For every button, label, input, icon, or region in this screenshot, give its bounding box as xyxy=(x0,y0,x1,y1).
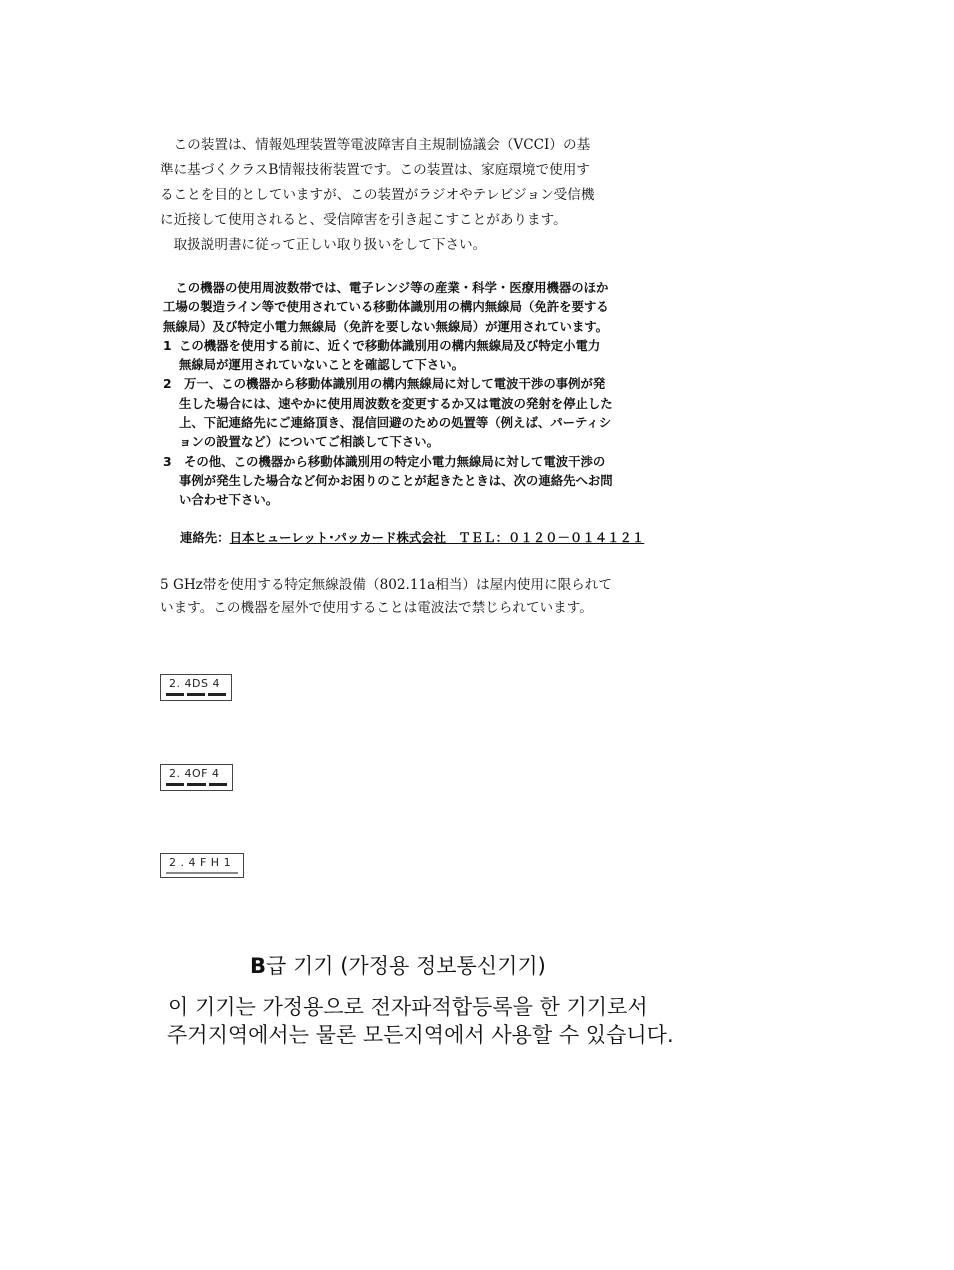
ghz-line: 5 GHz帯を使用する特定無線設備（802.11a相当）は屋内使用に限られて xyxy=(160,577,612,593)
contact-line xyxy=(180,528,644,546)
label-text: 2 . 4 F H 1 xyxy=(169,856,232,869)
label-text: 2. 4OF 4 xyxy=(169,767,220,780)
korea-line: 주거지역에서는 물론 모든지역에서 사용할 수 있습니다. xyxy=(167,1023,674,1047)
radio-item-3 xyxy=(163,452,673,471)
label-text: 2. 4DS 4 xyxy=(169,677,220,690)
label-bars xyxy=(166,783,227,786)
label-bars xyxy=(166,872,238,874)
radio-item-line: 無線局が運用されていないことを確認して下さい。 xyxy=(179,357,464,373)
korea-class-b-title xyxy=(250,950,546,980)
item-number: 3 xyxy=(163,453,172,469)
vcci-notice xyxy=(160,133,640,258)
vcci-line: に近接して使用されると、受信障害を引き起こすことがあります。 xyxy=(160,212,567,228)
5ghz-notice xyxy=(160,574,612,620)
radio-intro-line: この機器の使用周波数帯では、電子レンジ等の産業・科学・医療用機器のほか xyxy=(163,280,609,295)
korea-line: 이 기기는 가정용으로 전자파적합등록을 한 기기로서 xyxy=(168,995,648,1019)
contact-company: 日本ヒューレット･パッカード株式会社 ＴＥＬ：０１２０－０１４１２１ xyxy=(229,530,645,545)
radio-item-line: 万一、この機器から移動体識別用の構内無線局に対して電波干渉の事例が発 xyxy=(184,376,606,392)
radio-item-line: い合わせ下さい。 xyxy=(179,492,279,508)
ds-frequency-label xyxy=(160,674,232,701)
vcci-line: 取扱説明書に従って正しい取り扱いをして下さい。 xyxy=(160,237,487,253)
of-frequency-label xyxy=(160,764,233,791)
radio-notice xyxy=(163,278,673,510)
item-number: 2 xyxy=(163,376,172,392)
radio-item-line: ョンの設置など）についてご相談して下さい。 xyxy=(179,434,439,450)
class-letter: B xyxy=(250,954,267,978)
vcci-line: この装置は、情報処理装置等電波障害自主規制協議会（VCCI）の基 xyxy=(160,137,591,153)
radio-item-line: 事例が発生した場合など何かお困りのことが起きたときは、次の連絡先へお問 xyxy=(179,472,613,488)
radio-item-2 xyxy=(163,374,673,393)
radio-item-line: 生した場合には、速やかに使用周波数を変更するか又は電波の発射を停止した xyxy=(179,395,613,411)
title-text: 급 기기 (가정용 정보통신기기) xyxy=(266,954,546,978)
radio-item-line: この機器を使用する前に、近くで移動体識別用の構内無線局及び特定小電力 xyxy=(179,337,601,353)
fh-frequency-label xyxy=(160,853,244,878)
radio-item-line: 上、下記連絡先にご連絡頂き、混信回避のための処置等（例えば、パーティシ xyxy=(179,415,612,431)
radio-item-1 xyxy=(163,336,673,355)
vcci-line: 準に基づくクラスB情報技術装置です。この装置は、家庭環境で使用す xyxy=(160,162,590,178)
vcci-line: ることを目的としていますが、この装置がラジオやテレビジョン受信機 xyxy=(160,187,595,203)
label-bars xyxy=(166,693,226,696)
radio-intro-line: 工場の製造ライン等で使用されている移動体識別用の構内無線局（免許を要する xyxy=(163,299,609,315)
contact-label: 連絡先： xyxy=(180,530,230,545)
item-number: 1 xyxy=(163,337,172,353)
radio-intro-line: 無線局）及び特定小電力無線局（免許を要しない無線局）が運用されています。 xyxy=(163,318,609,334)
ghz-line: います。この機器を屋外で使用することは電波法で禁じられています。 xyxy=(160,600,593,616)
radio-item-line: その他、この機器から移動体識別用の特定小電力無線局に対して電波干渉の xyxy=(184,453,606,469)
korea-notice xyxy=(168,993,674,1049)
